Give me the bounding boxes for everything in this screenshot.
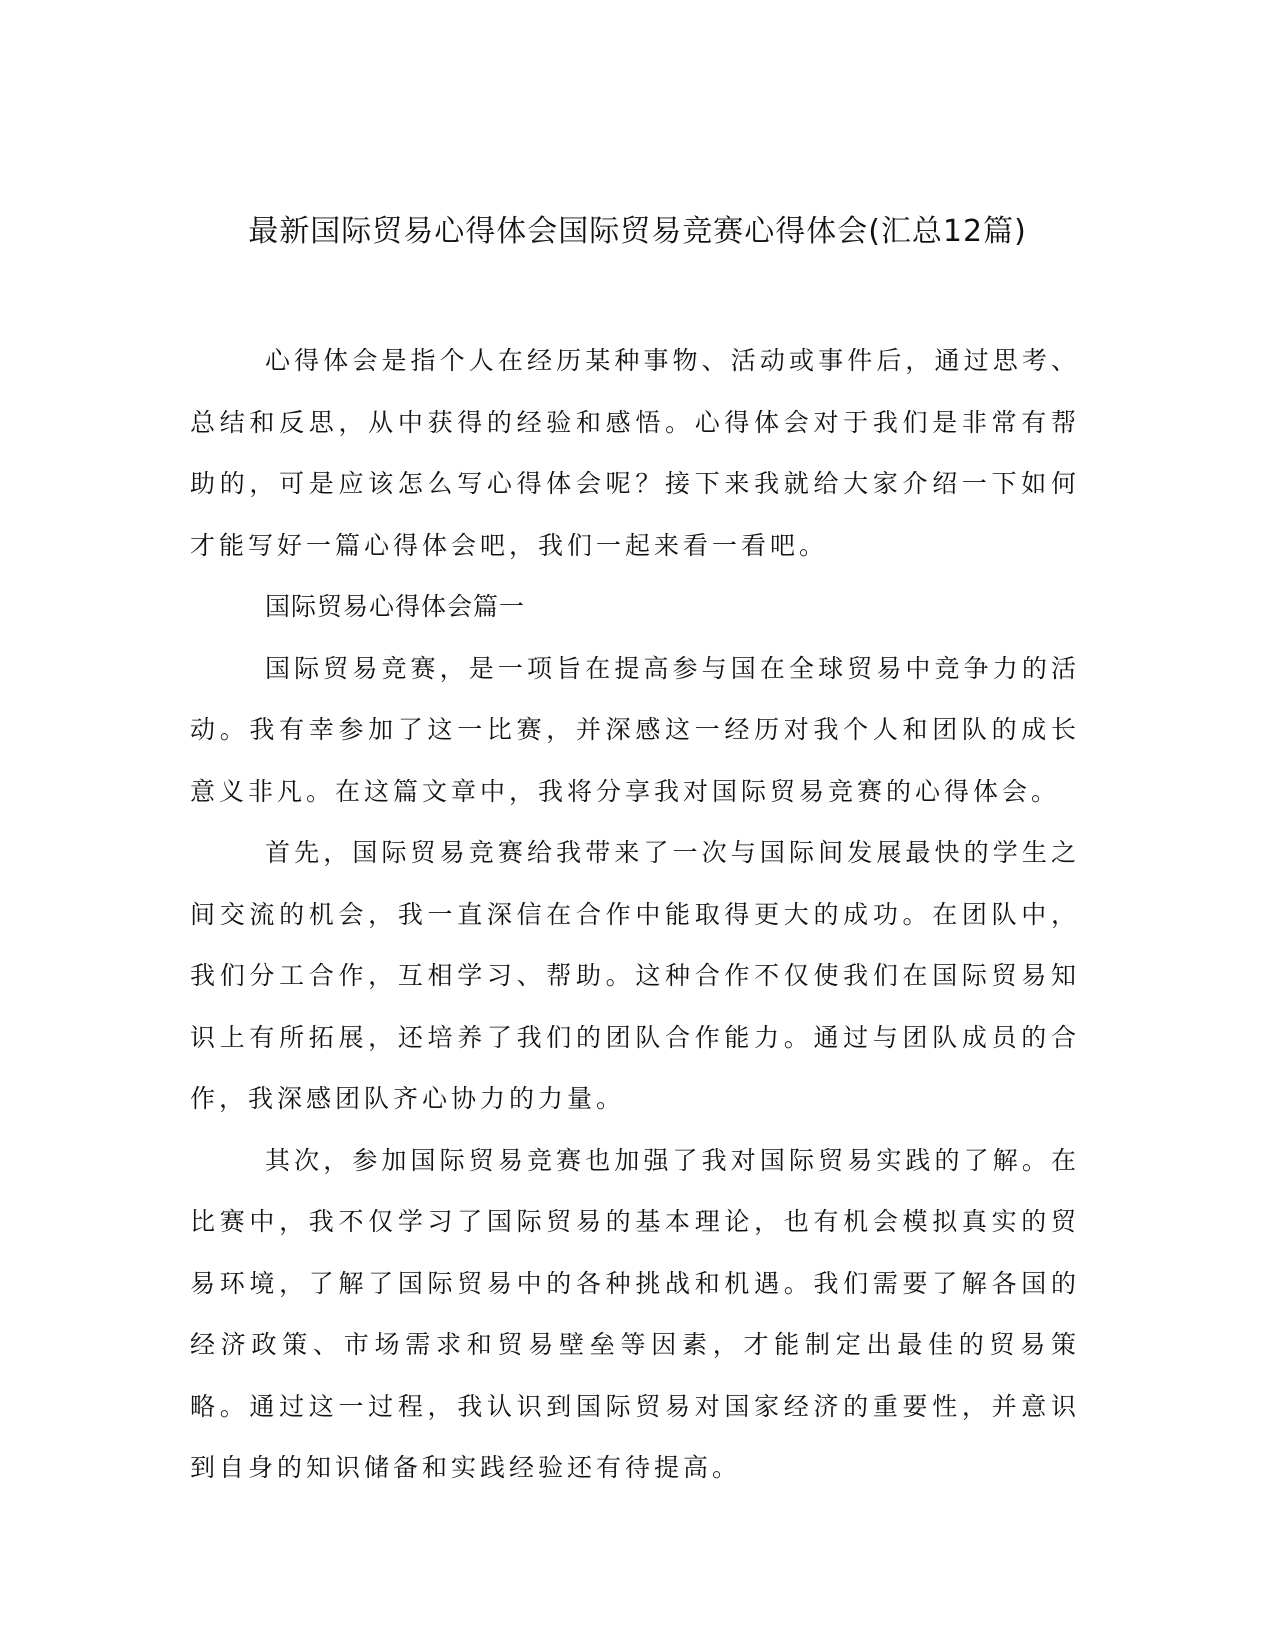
section-heading: 国际贸易心得体会篇一	[265, 592, 526, 621]
intro-paragraph: 心得体会是指个人在经历某种事物、活动或事件后，通过思考、总结和反思，从中获得的经验和感悟。心得体会对于我们是非常有帮助的，可是应该怎么写心得体会呢？接下来我就给大家介绍一下如何才能写好一篇心得体会吧，我们一起来看一看吧。	[190, 346, 1080, 560]
document-body	[190, 330, 1080, 1499]
document-title: 最新国际贸易心得体会国际贸易竞赛心得体会(汇总12篇)	[248, 214, 1027, 249]
body-paragraph-2: 首先，国际贸易竞赛给我带来了一次与国际间发展最快的学生之间交流的机会，我一直深信在合作中能取得更大的成功。在团队中，我们分工合作，互相学习、帮助。这种合作不仅使我们在国际贸易知识上有所拓展，还培养了我们的团队合作能力。通过与团队成员的合作，我深感团队齐心协力的力量。	[190, 838, 1080, 1113]
body-paragraph-1: 国际贸易竞赛，是一项旨在提高参与国在全球贸易中竞争力的活动。我有幸参加了这一比赛，并深感这一经历对我个人和团队的成长意义非凡。在这篇文章中，我将分享我对国际贸易竞赛的心得体会。	[190, 653, 1080, 806]
body-paragraph-3: 其次，参加国际贸易竞赛也加强了我对国际贸易实践的了解。在比赛中，我不仅学习了国际贸易的基本理论，也有机会模拟真实的贸易环境，了解了国际贸易中的各种挑战和机遇。我们需要了解各国的经济政策、市场需求和贸易壁垒等因素，才能制定出最佳的贸易策略。通过这一过程，我认识到国际贸易对国家经济的重要性，并意识到自身的知识储备和实践经验还有待提高。	[190, 1145, 1080, 1482]
